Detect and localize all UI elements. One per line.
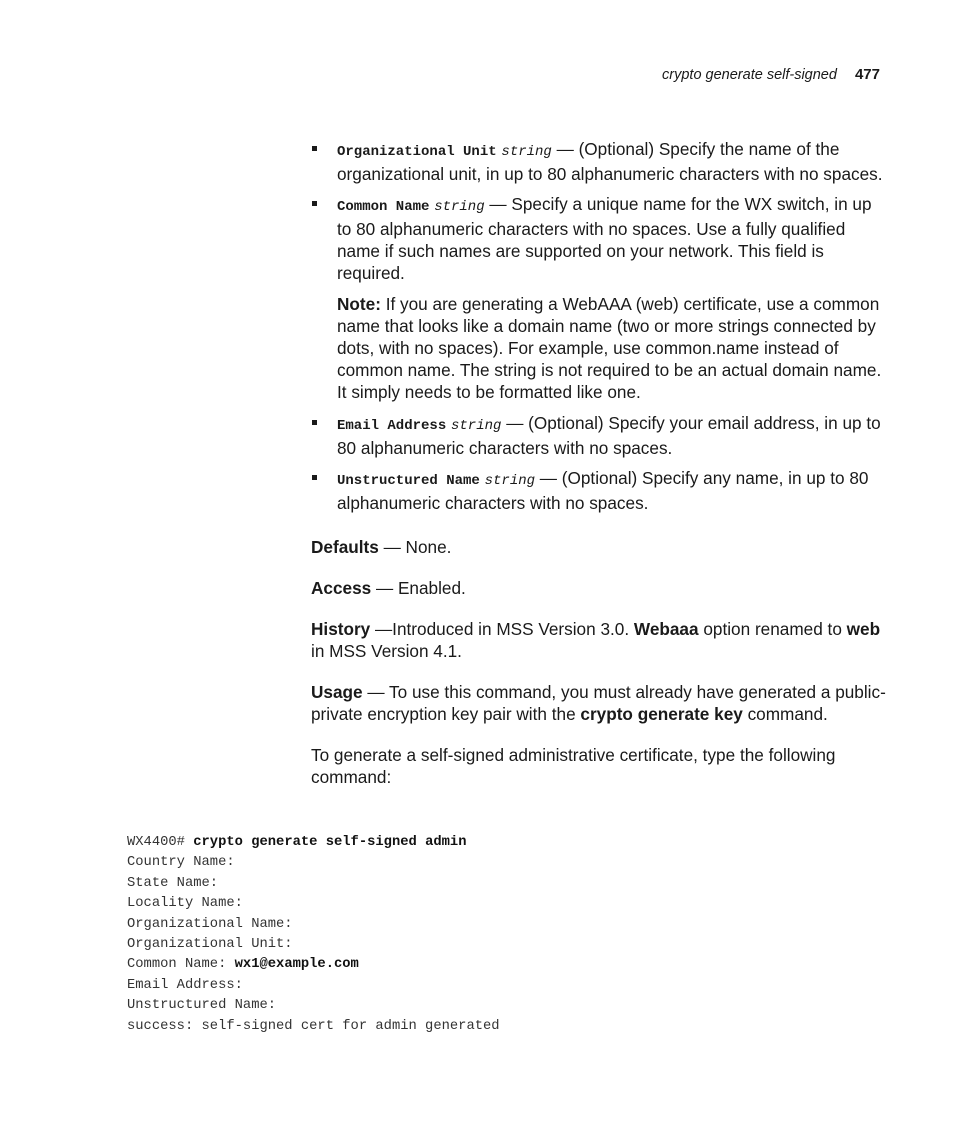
code-line: Organizational Name:: [127, 916, 293, 932]
bullet-square-icon: [312, 201, 317, 206]
list-item: [311, 412, 887, 459]
parameter-description: — (Optional) Specify your email address, in up to 80 alphanumeric characters with no spaces.: [337, 413, 881, 458]
page-number: 477: [854, 66, 880, 83]
bullet-square-icon: [312, 420, 317, 425]
code-line: Locality Name:: [127, 896, 243, 912]
usage-text: command.: [742, 704, 828, 724]
code-prompt: WX4400#: [127, 835, 194, 850]
history-text: option renamed to: [698, 619, 847, 639]
list-item: [311, 193, 887, 284]
usage-command: crypto generate key: [580, 704, 743, 724]
code-example: [127, 833, 500, 1037]
usage-paragraph: [311, 681, 887, 725]
access-label: Access: [311, 578, 372, 598]
bullet-square-icon: [312, 146, 317, 151]
parameter-argument: string: [501, 144, 552, 160]
note-block: [311, 293, 887, 403]
code-line-label: Common Name:: [127, 957, 235, 973]
history-text: in MSS Version 4.1.: [311, 641, 462, 661]
instruction-paragraph: To generate a self-signed administrative certificate, type the following command:: [311, 745, 836, 787]
code-line: Unstructured Name:: [127, 998, 277, 1014]
parameter-keyword: Common Name: [337, 199, 430, 215]
parameter-argument: string: [484, 473, 536, 489]
parameter-description: — (Optional) Specify the name of the organizational unit, in up to 80 alphanumeric characters with no spaces.: [337, 139, 883, 184]
bullet-square-icon: [312, 475, 317, 480]
parameter-keyword: Unstructured Name: [337, 473, 480, 489]
defaults-label: Defaults: [311, 537, 379, 557]
page-header: [662, 66, 880, 83]
history-bold-term: Webaaa: [633, 619, 699, 639]
parameter-description: — (Optional) Specify any name, in up to 80 alphanumeric characters with no spaces.: [337, 468, 869, 513]
parameter-description: — Specify a unique name for the WX switch, in up to 80 alphanumeric characters with no spaces. Use a fully qualified name if such names are supported on your network. This field is required.: [337, 194, 872, 283]
code-line: Organizational Unit:: [127, 937, 293, 953]
defaults-text: — None.: [378, 537, 452, 557]
parameter-argument: string: [434, 199, 485, 215]
list-item: [311, 138, 887, 185]
code-line: State Name:: [127, 875, 219, 891]
note-label: Note:: [337, 294, 381, 314]
code-line: success: self-signed cert for admin generated: [127, 1018, 500, 1034]
history-paragraph: [311, 618, 887, 662]
parameter-keyword: Organizational Unit: [337, 144, 497, 160]
history-text: —Introduced in MSS Version 3.0.: [370, 619, 634, 639]
defaults-paragraph: [311, 536, 887, 558]
note-text: If you are generating a WebAAA (web) certificate, use a common name that looks like a domain name (two or more strings connected by dots, with no spaces). For example, use common.name instead of common name. The string is not required to be an actual domain name. It simply needs to be formatted like one.: [337, 294, 882, 402]
main-content: [311, 138, 887, 788]
history-bold-term: web: [846, 619, 881, 639]
access-text: — Enabled.: [371, 578, 466, 598]
access-paragraph: [311, 577, 887, 599]
list-item: [311, 467, 887, 514]
history-label: History: [311, 619, 371, 639]
usage-label: Usage: [311, 682, 363, 702]
parameter-argument: string: [451, 418, 502, 434]
code-line: Country Name:: [127, 855, 235, 871]
code-line: Email Address:: [127, 977, 243, 993]
code-input-value: wx1@example.com: [234, 957, 359, 973]
running-header-title: crypto generate self-signed: [662, 67, 837, 83]
usage-text: — To use this command, you must already have generated a public-private encryption key pair with the: [311, 682, 886, 724]
parameter-keyword: Email Address: [337, 418, 447, 434]
code-command: crypto generate self-signed admin: [193, 835, 467, 850]
